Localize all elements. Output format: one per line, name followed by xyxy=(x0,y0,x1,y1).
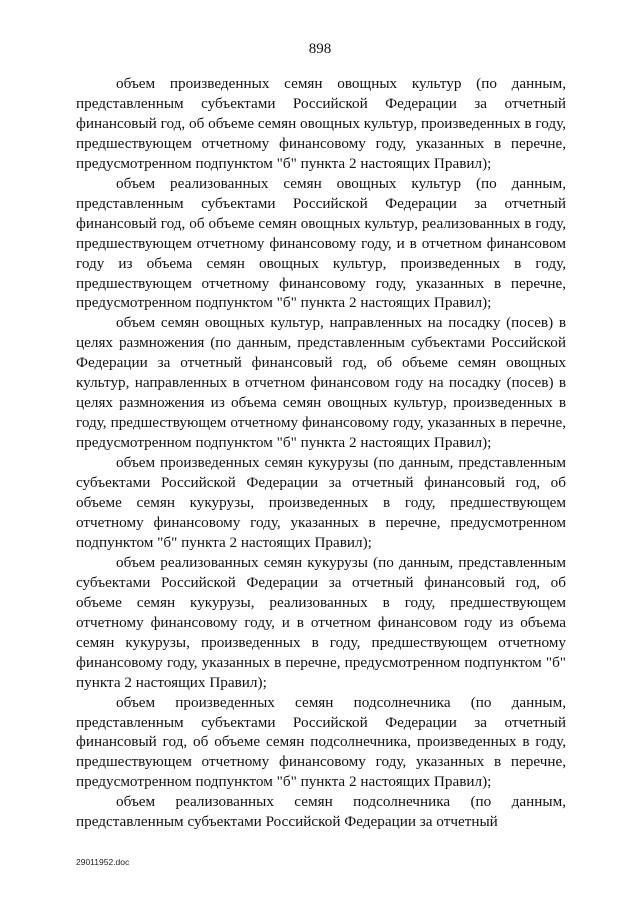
paragraph: объем реализованных семян кукурузы (по данным, представленным субъектами Российской Федерации за отчетный финансовый год, об объеме семян кукурузы, реализованных в году, предшествующем отчетному финансовому году, и в отчетном финансовом году из объема семян кукурузы, произведенных в году, предшествующем отчетному финансовому году, указанных в перечне, предусмотренном подпунктом "б" пункта 2 настоящих Правил); xyxy=(76,553,566,691)
paragraph: объем произведенных семян подсолнечника (по данным, представленным субъектами Российской Федерации за отчетный финансовый год, об объеме семян подсолнечника, произведенных в году, предшествующем отчетному финансовому году, указанных в перечне, предусмотренном подпунктом "б" пункта 2 настоящих Правил); xyxy=(76,693,566,791)
paragraph: объем реализованных семян овощных культур (по данным, представленным субъектами Российской Федерации за отчетный финансовый год, об объеме семян овощных культур, реализованных в году, предшествующем отчетному финансовому году, и в отчетном финансовом году из объема семян овощных культур, произведенных в году, предшествующем отчетному финансовому году, указанных в перечне, предусмотренном подпунктом "б" пункта 2 настоящих Правил); xyxy=(76,174,566,312)
paragraph: объем семян овощных культур, направленных на посадку (посев) в целях размножения (по данным, представленным субъектами Российской Федерации за отчетный финансовый год, об объеме семян овощных культур, направленных в отчетном финансовом году на посадку (посев) в целях размножения из объема семян овощных культур, произведенных в году, предшествующем отчетному финансовому году, указанных в перечне, предусмотренном подпунктом "б" пункта 2 настоящих Правил); xyxy=(76,314,566,452)
paragraph: объем реализованных семян подсолнечника (по данным, представленным субъектами Российской Федерации за отчетный xyxy=(76,793,566,831)
footer-file-name: 29011952.doc xyxy=(76,857,130,867)
paragraph: объем произведенных семян овощных культур (по данным, представленным субъектами Российской Федерации за отчетный финансовый год, об объеме семян овощных культур, произведенных в году, предшествующем отчетному финансовому году, указанных в перечне, предусмотренном подпунктом "б" пункта 2 настоящих Правил); xyxy=(76,75,566,172)
page-number: 898 xyxy=(308,41,332,57)
paragraph: объем произведенных семян кукурузы (по данным, представленным субъектами Российской Федерации за отчетный финансовый год, об объеме семян кукурузы, произведенных в году, предшествующем отчетному финансовому году, указанных в перечне, предусмотренном подпунктом "б" пункта 2 настоящих Правил); xyxy=(76,454,566,551)
document-body xyxy=(76,74,566,832)
